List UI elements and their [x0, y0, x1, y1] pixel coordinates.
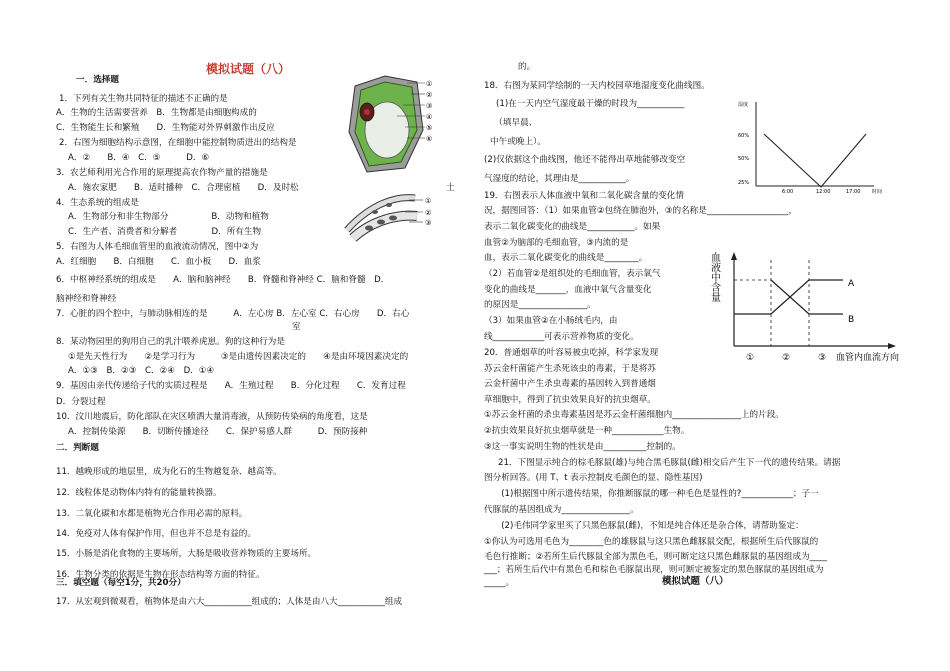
x-axis-label: 时间: [872, 189, 883, 195]
question-line: 室: [292, 322, 301, 332]
figure-label: ②: [425, 209, 432, 217]
question-line: ②抗虫效果良好抗虫烟草就是一种____________生物。: [484, 426, 690, 436]
question-line: (1)根据图中所示遗传结果，你推断豚鼠的哪一种毛色是显性的?____________；子一: [484, 489, 819, 499]
question-line: 8．某动物园里的狗用自己的乳汁喂养虎崽。狗的这种行为是: [56, 337, 285, 347]
figure-label: ②: [426, 91, 433, 99]
question-line: 代豚鼠的基因组成为________________。: [484, 505, 639, 515]
question-line: A．①③ B．②③ C．②④ D．①④: [68, 366, 215, 376]
question-line: 血管②为脑部的毛细血管，③内流的是: [484, 238, 629, 248]
x-tick-label: 17:00: [846, 189, 861, 195]
question-line: ___；若所生后代中有黑色毛和棕色毛豚鼠出现，则可断定被鉴定的黑色豚鼠的基因组成为: [484, 565, 824, 575]
question-line: C．生产者、消费者和分解者 D．所有生物: [68, 227, 262, 237]
question-line: A．红细胞 B．白细胞 C．血小板 D．血浆: [56, 257, 261, 267]
capillary-diagram: [345, 190, 435, 245]
question-line: A．② B．④ C．⑤ D．⑥: [68, 153, 210, 163]
question-line: 中午或晚上）。: [490, 137, 546, 147]
plant-cell-diagram: [345, 72, 435, 177]
figure-label: ③: [425, 219, 432, 227]
blood-gas-chart: [706, 234, 906, 369]
figure-label: ①: [425, 197, 432, 205]
y-tick-label: 50%: [738, 156, 750, 162]
question-line: A．生物的生活需要营养 B．生物都是由细胞构成的: [56, 108, 257, 118]
question-line: 血，表示二氧化碳变化的曲线是________。: [484, 253, 648, 263]
question-line: 19．右图表示人体血液中氧和二氧化碳含量的变化情: [484, 191, 684, 201]
question-line: 2．右图为细胞结构示意图，在细胞中能控制物质进出的结构是: [59, 138, 297, 148]
figure-label: ④: [426, 113, 433, 121]
question-line: 线____________可表示营养物质的变化。: [484, 332, 639, 342]
question-line: ①是先天性行为 ②是学习行为 ③是由遗传因素决定的 ④是由环境因素决定的: [68, 352, 409, 362]
x-tick-label: ②: [782, 353, 791, 363]
question-line: 18．右图为某同学绘制的一天内校园草地湿度变化曲线图。: [484, 81, 710, 91]
question-line: 20．普通烟草的叶容易被虫吃掉，科学家发现: [484, 348, 659, 358]
question-line: （2）若血管②是组织处的毛细血管，表示氧气: [484, 269, 661, 279]
question-line: 10．汶川地震后，防化部队在灾区喷洒大量消毒液，从预防传染病的角度看，这是: [56, 412, 368, 422]
section-heading-fill: 三．填空题（每空1分，共20分）: [56, 578, 186, 588]
question-line: _____。: [484, 578, 515, 588]
question-line: 苏云金杆菌能产生杀死该虫的毒素，于是将苏: [484, 364, 656, 374]
figure-label: ⑥: [426, 135, 433, 143]
question-line: ③这一事实说明生物的性状是由__________控制的。: [484, 442, 681, 452]
question-line: 表示二氧化碳变化的曲线是___________。如果: [484, 222, 661, 232]
humidity-ylabel: 湿度: [738, 102, 749, 108]
x-tick-label: ①: [746, 353, 755, 363]
question-line: 草细胞中，得到了抗虫效果良好的抗虫烟草。: [484, 395, 656, 405]
humidity-chart: [724, 96, 894, 196]
question-line: A．生物部分和非生物部分 B．动物和植物: [68, 212, 269, 222]
question-line: ①你认为可选用毛色为________色的雄豚鼠与这只黑色雌豚鼠交配，根据所生后代豚鼠的: [484, 537, 819, 547]
question-line: 21．下图显示纯合的棕毛豚鼠(雄)与纯合黑毛豚鼠(雌)相交后产生下一代的遗传结果。请据: [498, 458, 841, 468]
humidity-line: [764, 134, 866, 187]
x-tick-label: ③: [818, 353, 827, 363]
question-line: 毛色行推断；②若所生后代豚鼠全部为黑色毛，则可断定这只黑色雌豚鼠的基因组成为____: [484, 552, 827, 562]
question-line: 图分析回答。(用 T、t 表示控制皮毛颜色的显、隐性基因): [484, 473, 703, 483]
section-heading-judge: 二．判断题: [56, 443, 99, 453]
y-tick-label: 60%: [738, 133, 750, 139]
question-line: (2)仅依据这个曲线图，他还不能得出草地能够改变空: [484, 155, 686, 165]
question-line: 7．心脏的四个腔中，与肺动脉相连的是 A．左心房 B．左心室 C．右心房 D．右心: [56, 309, 410, 319]
x-axis-label: 血管内血流方向: [836, 353, 900, 363]
x-tick-label: 12:00: [816, 189, 831, 195]
y-tick-label: 25%: [738, 180, 750, 186]
question-line: 的原因是________________。: [484, 300, 596, 310]
question-line: 土: [446, 183, 455, 193]
series-b-line: [771, 280, 843, 314]
question-line: ①苏云金杆菌的杀虫毒素基因是苏云金杆菌细胞内________________上的片段。: [484, 410, 784, 420]
question-line: 云金杆菌中产生杀虫毒素的基因转入到普通烟: [484, 379, 656, 389]
question-line: 5．右图为人体毛细血管里的血液流动情况，图中②为: [56, 242, 259, 252]
question-line: 9．基因由亲代传递给子代的实质过程是 A．生殖过程 B．分化过程 C．发育过程: [56, 381, 406, 391]
figure-label: ③: [426, 102, 433, 110]
question-line: (2)毛伟同学家里买了只黑色豚鼠(雌)，不知是纯合体还是杂合体，请帮助鉴定：: [484, 521, 804, 531]
question-line: 1．下列有关生物共同特征的描述不正确的是: [59, 94, 228, 104]
question-line: 气湿度的结论，其理由是___________。: [484, 174, 635, 184]
question-line: 16．生物分类的依据是生物在形态结构等方面的特征。: [56, 570, 265, 580]
figure-label: ⑤: [426, 124, 433, 132]
question-line: C．生物能生长和繁殖 D．生物能对外界刺激作出反应: [56, 123, 275, 133]
series-a-line: [771, 280, 843, 314]
question-line: （3）如果血管②在小肠绒毛内，由: [484, 316, 618, 326]
x-tick-label: 6:00: [782, 189, 794, 195]
page-title: 模拟试题（八）: [206, 62, 291, 76]
footer-title: 模拟试题（八）: [662, 576, 729, 587]
figure-label: ①: [426, 80, 433, 88]
question-line: 3．农艺师利用光合作用的原理提高农作物产量的措施是: [56, 168, 268, 178]
question-line: 15．小肠是消化食物的主要场所，大肠是吸收营养物质的主要场所。: [56, 549, 317, 559]
series-a-label: A: [848, 279, 855, 289]
question-line: 17．从宏观到微观看，植物体是由六大___________组成的；人体是由八大___________组成: [56, 597, 403, 607]
question-line: 11．越晚形成的地层里，成为化石的生物越复杂、越高等。: [56, 467, 282, 477]
question-line: A．控制传染源 B．切断传播途径 C．保护易感人群 D．预防接种: [68, 427, 368, 437]
blood-ylabel: 血液中含量: [708, 252, 720, 302]
question-line: 的。: [518, 62, 536, 72]
question-line: D．分裂过程: [56, 397, 106, 407]
question-line: (1)在一天内空气湿度最干燥的时段为___________: [496, 99, 685, 109]
section-heading-choice: 一．选择题: [76, 75, 119, 85]
series-b-label: B: [848, 315, 855, 325]
question-line: 13．二氧化碳和水都是植物光合作用必需的原料。: [56, 509, 248, 519]
question-line: 14．免疫对人体有保护作用，但也并不总是有益的。: [56, 529, 256, 539]
question-line: A．施农家肥 B．适时播种 C．合理密植 D．及时松: [68, 183, 299, 193]
question-line: 6．中枢神经系统的组成是 A．脑和脑神经 B．脊髓和脊神经 C．脑和脊髓 D．: [56, 275, 390, 285]
question-line: （填早晨、: [490, 118, 538, 128]
question-line: 变化的曲线是_______，血液中氧气含量变化: [484, 285, 652, 295]
question-line: 脑神经和脊神经: [56, 294, 117, 304]
question-line: 12．线粒体是动物体内特有的能量转换器。: [56, 488, 222, 498]
question-line: 况，据图回答：（1）如果血管②包绕在肺泡外，③的名称是___________________，: [484, 206, 798, 216]
question-line: 4．生态系统的组成是: [56, 198, 139, 208]
